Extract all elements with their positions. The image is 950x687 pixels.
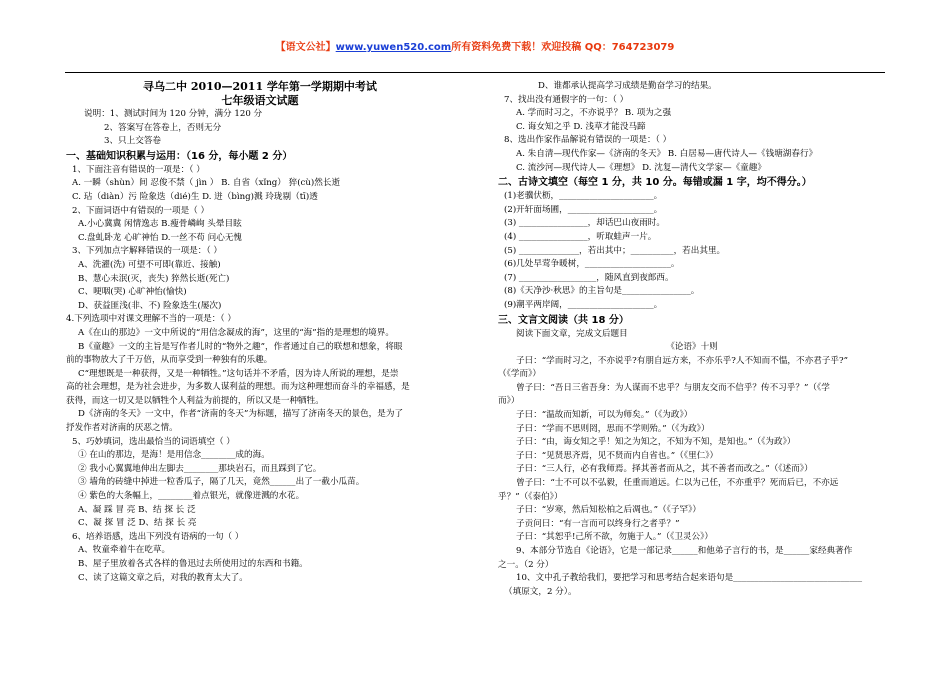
right-line-23: 而》） — [498, 396, 520, 407]
left-line-15: C、哽咽(哭) 心旷神怡(愉快) — [78, 287, 187, 298]
left-line-8: C. 玷（diàn）污 险象迭（dié)生 D. 迸（bìng)溅 玲珑剔（tī)透 — [72, 191, 318, 202]
right-line-6: C. 流沙河—现代诗人—《理想》 D. 沈复—清代文学家—《童趣》 — [516, 162, 766, 173]
left-line-24: D《济南的冬天》一文中，作者“济南的冬天”为标题，描写了济南冬天的景色，是为了 — [78, 409, 404, 420]
left-line-12: 3、下列加点字解释错误的一项是：（ ） — [72, 246, 222, 257]
left-line-21: C“理想既是一种获得，又是一种牺牲。”这句话并不矛盾，因为诗人所说的理想，是崇 — [78, 368, 399, 379]
right-line-32: 子贡问曰：“有一言而可以终身行之者乎？” — [516, 518, 680, 529]
left-line-25: 抒发作者对济南的厌恶之情。 — [66, 423, 178, 434]
right-line-2: A. 学而时习之，不亦说乎？ B. 项为之强 — [516, 108, 672, 119]
right-line-31: 子曰：“岁寒，然后知松柏之后凋也。”（《子罕》） — [516, 505, 701, 516]
right-line-8: (1)老骥伏枥，______________________。 — [504, 191, 663, 202]
left-line-3: 2、答案写在答卷上，否则无分 — [104, 122, 222, 133]
left-line-30: ④ 紫色的大条幅上，________着点银光，就像迸溅的水花。 — [78, 491, 305, 502]
left-line-36: C、读了这篇文章之后，对我的教育太大了。 — [78, 572, 248, 583]
left-line-26: 5、巧妙填词，选出最恰当的词语填空（ ） — [72, 436, 235, 447]
banner-notice: 所有资料免费下载！欢迎投稿 QQ：764723079 — [451, 42, 675, 53]
right-line-14: (7) __________________，随风直到夜郎西。 — [504, 272, 674, 283]
left-line-34: A、牧童牵着牛在吃草。 — [78, 545, 171, 556]
left-line-11: C.盘虬卧龙 心旷神怡 D.一丝不苟 问心无愧 — [78, 232, 243, 243]
right-line-12: (5) ______________，若出其中；__________，若出其里。 — [504, 245, 726, 256]
left-line-2: 说明：1、测试时间为 120 分钟，满分 120 分 — [84, 109, 263, 119]
left-line-33: 6、培养语感，选出下列没有语病的一句（ ） — [72, 531, 244, 542]
banner-link[interactable]: www.yuwen520.com — [335, 42, 452, 53]
right-line-3: C. 诲女知之乎 D. 浅草才能没马蹄 — [516, 121, 646, 132]
right-line-26: 子曰：“由，诲女知之乎！知之为知之，不知为不知，是知也。”（《为政》） — [516, 437, 796, 448]
left-line-23: 获得，而这一切又是以牺牲个人利益为前提的，所以又是一种牺牲。 — [66, 395, 324, 406]
right-line-1: 7、找出没有通假字的一句：（ ） — [504, 94, 629, 105]
left-line-20: 前的事物放大了千万倍，从而享受到一种独有的乐趣。 — [66, 355, 273, 366]
right-line-10: (3) ________________，却话巴山夜雨时。 — [504, 218, 665, 229]
right-line-19: 《论语》十则 — [666, 342, 718, 353]
left-line-32: C、凝 探 冒 泛 D、结 探 长 亮 — [78, 518, 197, 529]
left-line-0: 寻乌二中 2010—2011 学年第一学期期中考试 — [143, 80, 377, 93]
left-line-27: ① 在山的那边，是海！是用信念________成的海。 — [78, 450, 270, 461]
right-line-9: (2)开轩面场圃，____________________。 — [504, 204, 663, 215]
right-line-5: A. 朱自清—现代作家—《济南的冬天》 B. 白居易—唐代诗人—《钱塘湖春行》 — [516, 148, 818, 159]
left-column — [66, 80, 454, 585]
left-line-28: ② 我小心翼翼地伸出左脚去________那块岩石，而且踩到了它。 — [78, 463, 322, 474]
left-line-6: 1、下面注音有错误的一项是：（ ） — [72, 164, 205, 175]
left-line-13: A、洗濯(洗) 可望不可即(靠近、接触) — [78, 259, 221, 270]
right-line-7: 二、古诗文填空（每空 1 分，共 10 分。每错或漏 1 字，均不得分。） — [498, 177, 812, 189]
right-line-34: 9、本部分节选自《论语》，它是一部记录______和他弟子言行的书，是______家经典著作 — [516, 546, 853, 556]
left-line-14: B、慧心未泯(灭，丧失) 猝然长逝(死亡) — [78, 273, 230, 284]
left-line-5: 一、基础知识积累与运用：（16 分，每小题 2 分） — [66, 150, 293, 162]
left-line-29: ③ 墙角的砖缝中掉进一粒香瓜子，隔了几天，竟然______出了一截小瓜苗。 — [78, 477, 365, 488]
left-line-31: A、凝 踩 冒 亮 B、结 探 长 泛 — [78, 504, 196, 515]
right-line-21: （《学而》） — [498, 369, 541, 380]
site-banner — [0, 38, 950, 53]
right-line-36: 10、文中孔子教给我们，要把学习和思考结合起来语句是______________________________ — [516, 573, 863, 584]
right-line-25: 子曰：“学而不思则罔，思而不学则殆。”（《为政》） — [516, 423, 710, 434]
right-line-35: 之一。（2 分） — [498, 559, 554, 570]
left-line-17: 4.下列选项中对课文理解不当的一项是：（ ） — [66, 314, 236, 325]
right-line-29: 曾子曰：“士不可以不弘毅，任重而道远。仁以为己任，不亦重乎？死而后已，不亦远 — [516, 478, 839, 489]
left-line-18: A《在山的那边》一文中所说的“用信念凝成的海”，这里的“海”指的是理想的境界。 — [78, 327, 394, 338]
right-line-28: 子曰：“三人行，必有我师焉。择其善者而从之，其不善者而改之。”（《述而》） — [516, 464, 813, 475]
left-line-9: 2、下面词语中有错误的一项是（ ） — [72, 205, 210, 216]
left-line-35: B、屋子里放着各式各样的鲁迅过去所使用过的东西和书籍。 — [78, 559, 308, 569]
right-line-33: 子曰：“其恕乎!己所不欲，勿施于人。”（《卫灵公》） — [516, 532, 713, 543]
right-line-30: 乎？”（《泰伯》） — [498, 491, 563, 502]
left-line-7: A. 一瞬（shùn）间 忍俊不禁（ jìn ） B. 自省（xǐng） 猝(cù)然长逝 — [72, 178, 341, 189]
header-divider — [65, 72, 885, 73]
right-line-22: 曾子曰：“吾日三省吾身：为人谋而不忠乎？与朋友交而不信乎？传不习乎？”（《学 — [516, 382, 830, 393]
right-line-17: 三、文言文阅读（共 18 分） — [498, 314, 629, 326]
left-line-4: 3、只上交答卷 — [104, 136, 162, 147]
right-column — [498, 80, 886, 599]
right-line-0: D、谁都承认提高学习成绩是勤奋学习的结果。 — [538, 81, 717, 91]
right-line-27: 子曰：“见贤思齐焉，见不贤而内自省也。”（《里仁》） — [516, 450, 719, 461]
right-line-15: (8)《天净沙·秋思》的主旨句是________________。 — [504, 286, 700, 297]
right-line-16: (9)潮平两岸阔，____________________。 — [504, 299, 663, 310]
left-line-1: 七年级语文试题 — [221, 94, 299, 107]
banner-site-name: 【语文公社】 — [275, 42, 336, 53]
left-line-19: B《童趣》一文的主旨是写作者儿时的“物外之趣”，作者通过自己的联想和想象，将眼 — [78, 341, 403, 352]
right-line-11: (4) ________________，听取蛙声一片。 — [504, 231, 657, 242]
right-line-18: 阅读下面文章，完成文后题目 — [516, 328, 628, 339]
left-line-10: A.小心冀冀 闲情逸志 B.瘦骨嶙峋 头晕目眩 — [78, 219, 242, 230]
right-line-24: 子曰：“温故而知新，可以为师矣。”（《为政》） — [516, 410, 693, 421]
right-line-13: (6)几处早莺争暖树，____________________。 — [504, 259, 680, 270]
left-line-22: 高的社会理想，是为社会进步，为多数人谋利益的理想。而为这种理想而奋斗的幸福感，是 — [66, 382, 410, 393]
right-line-37: （填原文，2 分）。 — [504, 586, 577, 597]
right-line-4: 8、选出作家作品解说有错误的一项是：（ ） — [504, 135, 672, 146]
right-line-20: 子曰：“学而时习之，不亦说乎?有朋自远方来，不亦乐乎?人不知而不愠，不亦君子乎?” — [516, 355, 848, 366]
left-line-16: D、获益匪浅(非、不) 险象迭生(屡次) — [78, 300, 222, 311]
